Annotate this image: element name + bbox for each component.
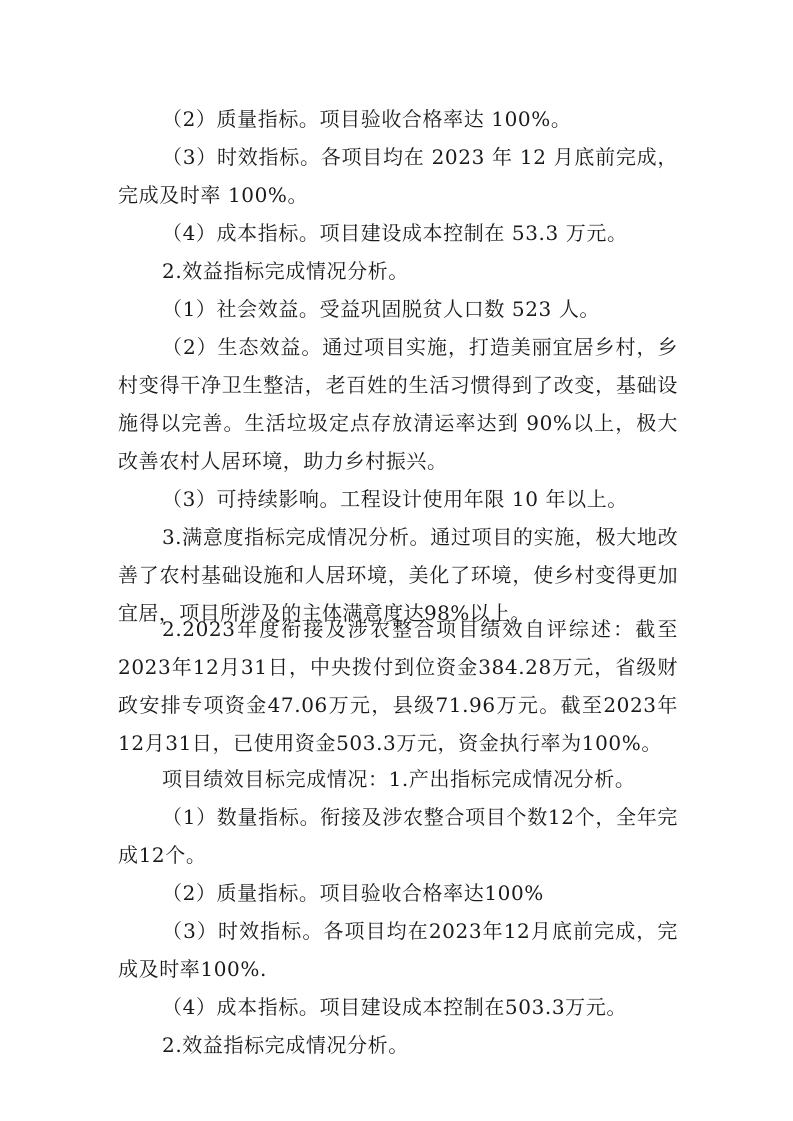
paragraph-text: （4）成本指标。项目建设成本控制在503.3万元。: [162, 995, 627, 1019]
paragraph-timeliness-indicator: [118, 138, 678, 214]
paragraph-text: 2.2023年度衔接及涉农整合项目绩效自评综述：截至2023年12月31日，中央拨付到位资金384.28万元，省级财政安排专项资金47.06万元，县级71.96万元。截至2023年12月31日，已使用资金503.3万元，资金执行率为100%。: [118, 617, 678, 755]
paragraph-text: （3）时效指标。各项目均在2023年12月底前完成，完成及时率100%.: [118, 919, 678, 981]
paragraph-text: （2）生态效益。通过项目实施，打造美丽宜居乡村，乡村变得干净卫生整洁，老百姓的生活习惯得到了改变，基础设施得以完善。生活垃圾定点存放清运率达到 90%以上，极大改善农村人居环境，助力乡村振兴。: [118, 335, 678, 473]
paragraph-quality-indicator-2: [118, 874, 678, 912]
paragraph-sustainability: [118, 480, 678, 518]
paragraph-text: （3）时效指标。各项目均在 2023 年 12 月底前完成，完成及时率 100%。: [118, 145, 678, 207]
paragraph-benefit-heading: [118, 252, 678, 290]
paragraph-cost-indicator-2: [118, 988, 678, 1026]
paragraph-text: 2.效益指标完成情况分析。: [162, 259, 409, 283]
paragraph-text: （1）数量指标。衔接及涉农整合项目个数12个，全年完成12个。: [118, 805, 678, 867]
paragraph-text: （2）质量指标。项目验收合格率达100%: [162, 881, 544, 905]
paragraph-text: （3）可持续影响。工程设计使用年限 10 年以上。: [162, 487, 628, 511]
paragraph-quantity-indicator: [118, 798, 678, 874]
paragraph-2023-summary: [118, 610, 678, 762]
paragraph-text: 项目绩效目标完成情况：1.产出指标完成情况分析。: [162, 767, 636, 791]
paragraph-ecological-benefit: [118, 328, 678, 480]
paragraph-text: （2）质量指标。项目验收合格率达 100%。: [162, 107, 572, 131]
paragraph-benefit-heading-2: [118, 1026, 678, 1064]
paragraph-text: 3.满意度指标完成情况分析。通过项目的实施，极大地改善了农村基础设施和人居环境，美化了环境，使乡村变得更加宜居，项目所涉及的主体满意度达98%以上。: [118, 525, 678, 625]
paragraph-text: （4）成本指标。项目建设成本控制在 53.3 万元。: [162, 221, 628, 245]
paragraph-text: 2.效益指标完成情况分析。: [162, 1033, 409, 1057]
paragraph-cost-indicator: [118, 214, 678, 252]
paragraph-text: （1）社会效益。受益巩固脱贫人口数 523 人。: [162, 297, 601, 321]
paragraph-goal-completion: [118, 760, 678, 798]
paragraph-timeliness-indicator-2: [118, 912, 678, 988]
paragraph-quality-indicator: [118, 100, 678, 138]
paragraph-social-benefit: [118, 290, 678, 328]
